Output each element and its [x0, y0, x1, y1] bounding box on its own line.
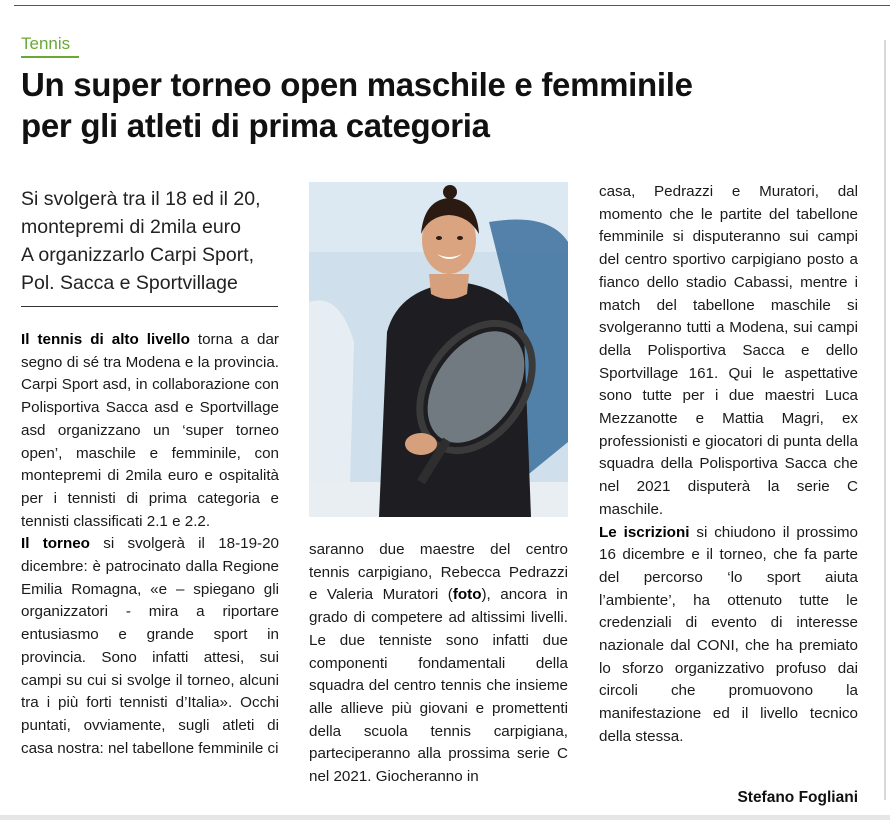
article-column-1	[21, 329, 279, 760]
lead-in: Il tennis di alto livello	[21, 331, 190, 348]
article-column-3	[599, 181, 858, 749]
photo-reference: foto	[452, 586, 482, 604]
headline-line-2: per gli atleti di prima categoria	[21, 107, 490, 144]
subhead-line-2: montepremi di 2mila euro	[21, 216, 242, 238]
author-byline: Stefano Fogliani	[737, 789, 858, 806]
lead-in: Le iscrizioni	[599, 523, 690, 541]
headline-line-1: Un super torneo open maschile e femminile	[21, 66, 693, 103]
lead-in: Il torneo	[21, 535, 90, 553]
paragraph-text	[309, 539, 568, 789]
paragraph-intro	[21, 329, 279, 533]
article-column-2	[309, 539, 568, 789]
subheadline	[21, 185, 283, 297]
text-fragment: saranno due maestre del centro tennis carpigiano, Rebecca Pedrazzi e Valeria Muratori (	[309, 541, 568, 604]
section-underline	[21, 56, 79, 58]
section-tag[interactable]: Tennis	[21, 34, 71, 53]
paragraph-text: si chiudono il prossimo 16 dicembre e il torneo, che fa parte del percorso ‘lo sport aiuta l’ambiente’, ha ottenuto tutte le credenziali di evento di interesse nazionale dal CONI, che ha premiato lo sforzo organizzativo profuso dai circoli che promuovono la manifestazione ed il livello tecnico della stessa.	[599, 523, 858, 745]
player-photo[interactable]	[309, 182, 568, 517]
paragraph-text: si svolgerà il 18-19-20 dicembre: è patrocinato dalla Regione Emilia Romagna, «e – spiegano gli organizzatori - mira a riportare entusiasmo e grande sport in provincia. Sono infatti attesi, sui campi su cui si svolge il torneo, alcuni tra i più forti tennisti d’Italia». Occhi puntati, ovviamente, sugli atleti di casa nostra: nel tabellone femminile ci	[21, 535, 280, 757]
headline	[21, 64, 881, 146]
page-edge-right	[884, 40, 886, 800]
paragraph-text: torna a dar segno di sé tra Modena e la provincia. Carpi Sport asd, in collaborazione con Polisportiva Sacca asd e Sportvillage asd organizzano un ‘super torneo open’, maschile e femminile, con montepremi di 2mila euro e ospitalità per i tennisti di prima categoria e tennisti classificati 2.1 e 2.2.	[21, 331, 279, 530]
paragraph-torneo	[21, 533, 279, 760]
subhead-line-1: Si svolgerà tra il 18 ed il 20,	[21, 188, 261, 210]
page-edge-bottom	[0, 815, 890, 820]
paragraph-text: casa, Pedrazzi e Muratori, dal momento che le partite del tabellone femminile si disputeranno sui campi del centro sportivo carpigiano posto a fianco dello stadio Cabassi, mentre i match del tabellone maschile si svolgeranno tutti a Modena, sui campi della Polisportiva Sacca e dello Sportvillage 161. Qui le aspettative sono tutte per i due maestri Luca Mezzanotte e Mattia Magri, ex professionisti e giocatori di punta della squadra della Polisportiva Sacca che nel 2021 disputerà la serie C maschile.	[599, 183, 858, 518]
text-fragment: ), ancora in grado di competere ad altissimi livelli. Le due tenniste sono infatti due componenti fondamentali della squadra del centro tennis che insieme alle allieve più giovani e promettenti della scuola tennis carpigiana, parteciperanno alla prossima serie C nel 2021. Giocheranno in	[309, 586, 568, 786]
paragraph-iscrizioni	[599, 522, 858, 749]
subhead-line-4: Pol. Sacca e Sportvillage	[21, 272, 238, 294]
top-rule	[14, 5, 890, 6]
tennis-player-illustration	[309, 182, 568, 517]
subhead-divider	[21, 306, 278, 307]
subhead-line-3: A organizzarlo Carpi Sport,	[21, 244, 255, 266]
